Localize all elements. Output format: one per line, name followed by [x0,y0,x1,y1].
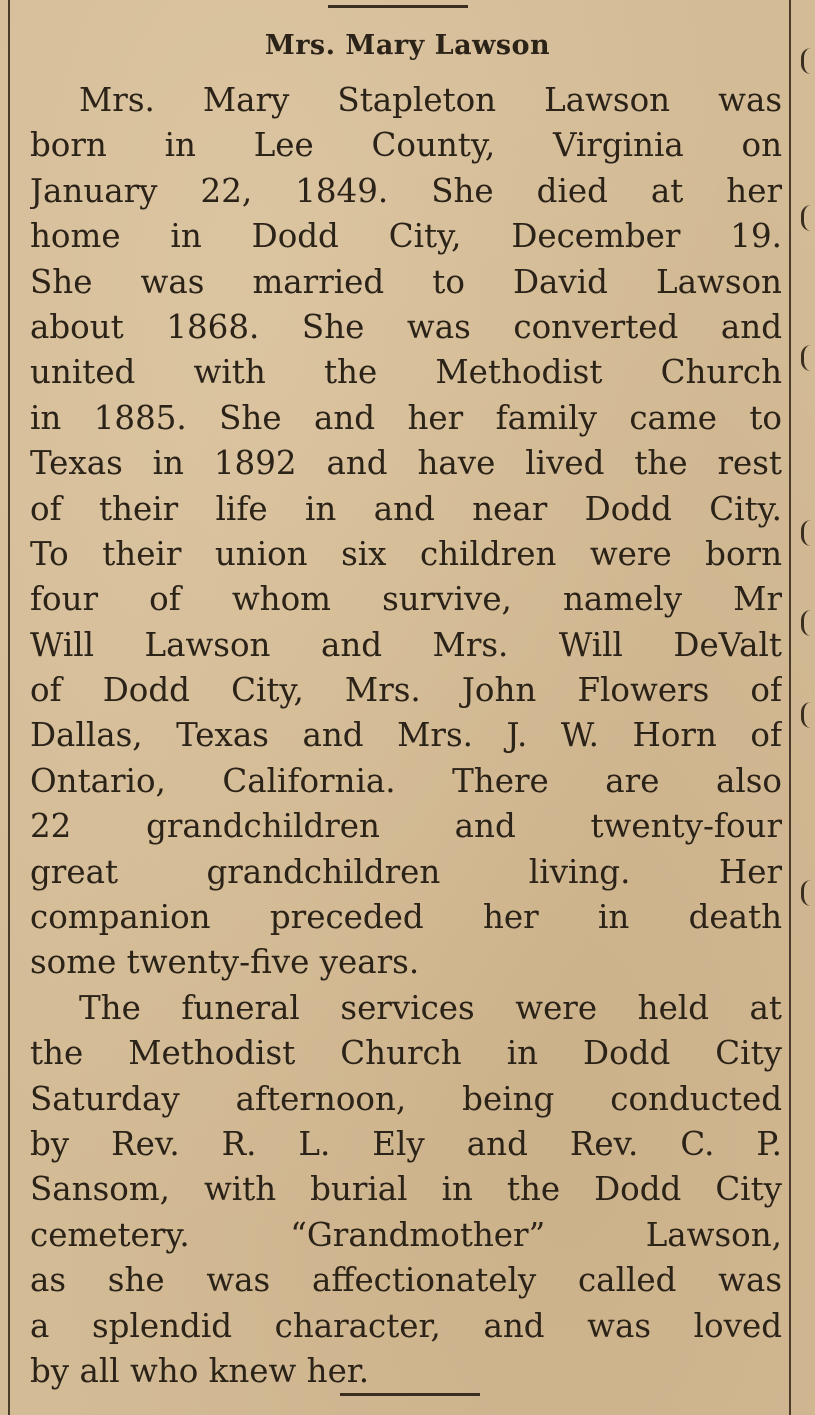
body-line: Texas in 1892 and have lived the rest [30,444,782,483]
body-line: as she was affectionately called was [30,1261,782,1300]
obituary-body [30,78,782,1394]
body-line: Dallas, Texas and Mrs. J. W. Horn of [30,716,782,755]
body-line: the Methodist Church in Dodd City [30,1034,782,1073]
obituary-headline [0,30,815,61]
separator-rule-bottom [340,1393,480,1396]
body-line: cemetery. “Grandmother” Lawson, [30,1215,782,1254]
body-line: Ontario, California. There are also [30,761,782,800]
body-line: Will Lawson and Mrs. Will DeValt [30,625,782,664]
body-line: Sansom, with burial in the Dodd City [30,1170,782,1209]
headline-text: Mrs. Mary Lawson [264,30,551,61]
body-line: by Rev. R. L. Ely and Rev. C. P. [30,1124,782,1163]
body-line: of their life in and near Dodd City. [30,489,782,528]
column-rule-left [8,0,10,1415]
body-line: born in Lee County, Virginia on [30,126,782,165]
body-line: She was married to David Lawson [30,262,782,301]
adjacent-column-edge [798,0,815,1415]
body-line: 22 grandchildren and twenty-four [30,807,782,846]
body-line: in 1885. She and her family came to [30,398,782,437]
body-line: about 1868. She was converted and [30,307,782,346]
body-line: companion preceded her in death [30,898,782,937]
body-line: a splendid character, and was loved [30,1306,782,1345]
body-line: Mrs. Mary Stapleton Lawson was [79,81,782,119]
body-line: four of whom survive, namely Mr [30,580,782,619]
body-line: January 22, 1849. She died at her [30,171,782,210]
body-line: some twenty-five years. [30,943,420,982]
body-line: Saturday afternoon, being conducted [30,1079,782,1118]
body-line: united with the Methodist Church [30,353,782,392]
body-line: of Dodd City, Mrs. John Flowers of [30,671,782,710]
separator-rule-top [328,5,468,8]
body-line: home in Dodd City, December 19. [30,217,782,256]
body-line: by all who knew her. [30,1351,370,1390]
body-line: great grandchildren living. Her [30,852,782,891]
column-rule-right [789,0,791,1415]
body-line: The funeral services were held at [79,988,782,1027]
body-line: To their union six children were born [30,534,782,573]
